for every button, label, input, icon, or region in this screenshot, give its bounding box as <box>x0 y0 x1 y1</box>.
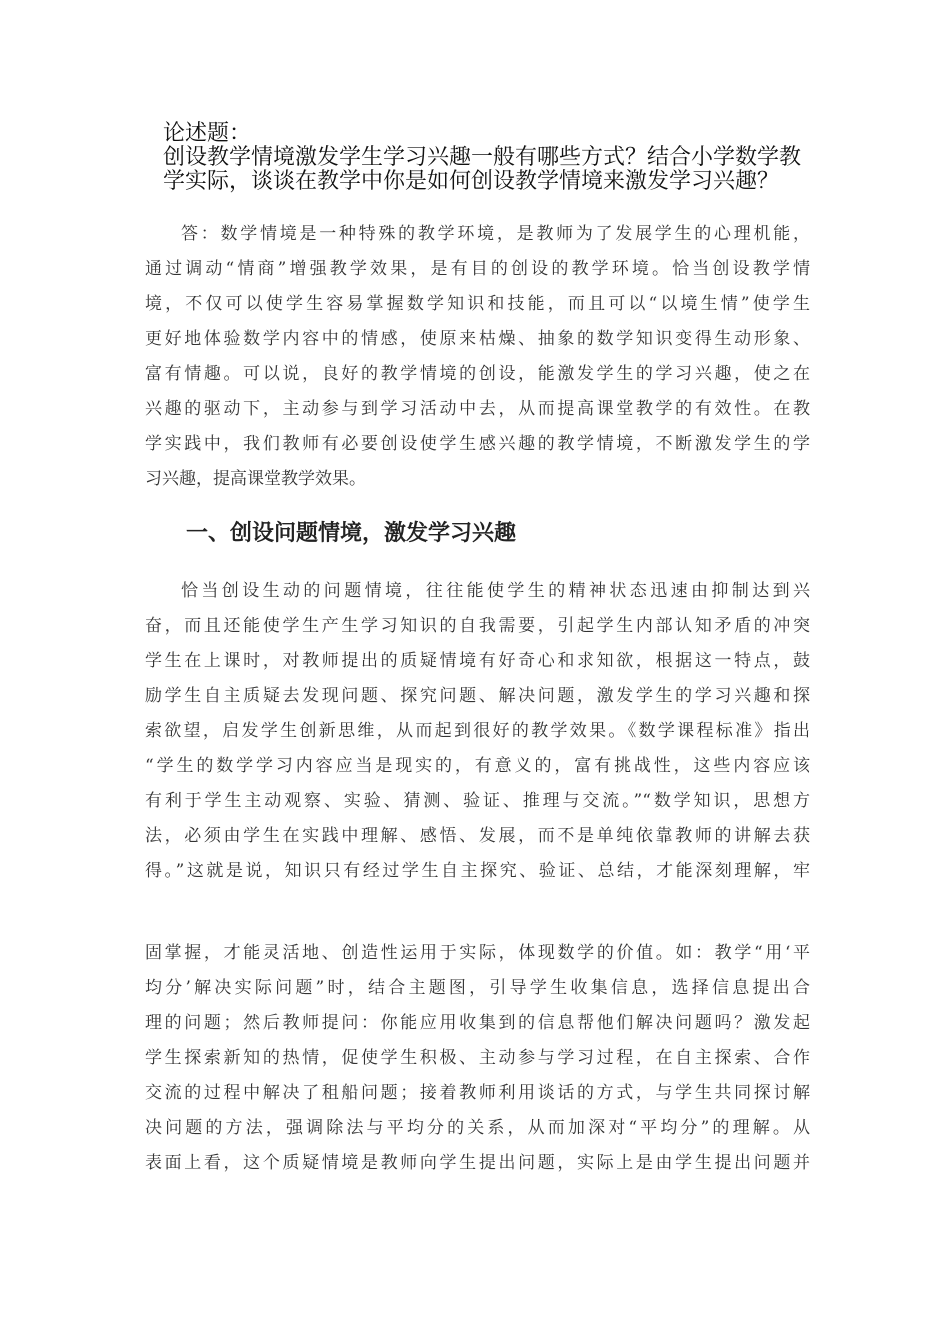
section-one-continuation <box>145 936 810 1181</box>
text-line: 有利于学生主动观察、实验、猜测、验证、推理与交流。”“数学知识，思想方 <box>145 791 810 811</box>
text-line: 富有情趣。可以说，良好的教学情境的创设，能激发学生的学习兴趣，使之在 <box>145 364 810 384</box>
text-line: “学生的数学学习内容应当是现实的，有意义的，富有挑战性，这些内容应该 <box>145 756 810 776</box>
answer-intro-paragraph <box>145 217 810 497</box>
text-line: 境，不仅可以使学生容易掌握数学知识和技能，而且可以“以境生情”使学生 <box>145 294 810 314</box>
text-line: 索欲望，启发学生创新思维，从而起到很好的教学效果。《数学课程标准》指出 <box>145 721 810 741</box>
text-line: 奋，而且还能使学生产生学习知识的自我需要，引起学生内部认知矛盾的冲突 <box>145 616 810 636</box>
text-line: 励学生自主质疑去发现问题、探究问题、解决问题，激发学生的学习兴趣和探 <box>145 686 810 706</box>
text-line: 固掌握，才能灵活地、创造性运用于实际，体现数学的价值。如：教学“用‘平 <box>145 943 810 963</box>
text-line: 决问题的方法，强调除法与平均分的关系，从而加深对“平均分”的理解。从 <box>145 1118 810 1138</box>
text-line: 更好地体验数学内容中的情感，使原来枯燥、抽象的数学知识变得生动形象、 <box>145 329 810 349</box>
question-heading <box>163 122 823 194</box>
text-line: 得。”这就是说，知识只有经过学生自主探究、验证、总结，才能深刻理解，牢 <box>145 861 810 881</box>
text-line: 法，必须由学生在实践中理解、感悟、发展，而不是单纯依靠教师的讲解去获 <box>145 826 810 846</box>
text-line: 通过调动“情商”增强教学效果，是有目的创设的教学环境。恰当创设教学情 <box>145 259 810 279</box>
text-line: 学实践中，我们教师有必要创设使学生感兴趣的教学情境，不断激发学生的学 <box>145 434 810 454</box>
section-one-paragraph <box>145 574 810 889</box>
text-line: 兴趣的驱动下，主动参与到学习活动中去，从而提高课堂教学的有效性。在教 <box>145 399 810 419</box>
section-one-title: 一、创设问题情境，激发学习兴趣 <box>186 521 517 546</box>
text-line: 答：数学情境是一种特殊的教学环境，是教师为了发展学生的心理机能， <box>181 224 810 244</box>
text-line: 理的问题；然后教师提问：你能应用收集到的信息帮他们解决问题吗？激发起 <box>145 1013 810 1033</box>
text-line: 学生探索新知的热情，促使学生积极、主动参与学习过程，在自主探索、合作 <box>145 1048 810 1068</box>
text-line: 交流的过程中解决了租船问题；接着教师利用谈话的方式，与学生共同探讨解 <box>145 1083 810 1103</box>
text-line: 表面上看，这个质疑情境是教师向学生提出问题，实际上是由学生提出问题并 <box>145 1153 810 1173</box>
text-line: 习兴趣，提高课堂教学效果。 <box>145 469 366 489</box>
question-line: 创设教学情境激发学生学习兴趣一般有哪些方式？结合小学数学教 <box>163 145 802 170</box>
text-line: 学生在上课时，对教师提出的质疑情境有好奇心和求知欲，根据这一特点，鼓 <box>145 651 810 671</box>
text-line: 均分’解决实际问题”时，结合主题图，引导学生收集信息，选择信息提出合 <box>145 978 810 998</box>
text-line: 恰当创设生动的问题情境，往往能使学生的精神状态迅速由抑制达到兴 <box>181 581 810 601</box>
question-label: 论述题： <box>163 121 252 146</box>
question-line: 学实际，谈谈在教学中你是如何创设教学情境来激发学习兴趣？ <box>163 169 780 194</box>
